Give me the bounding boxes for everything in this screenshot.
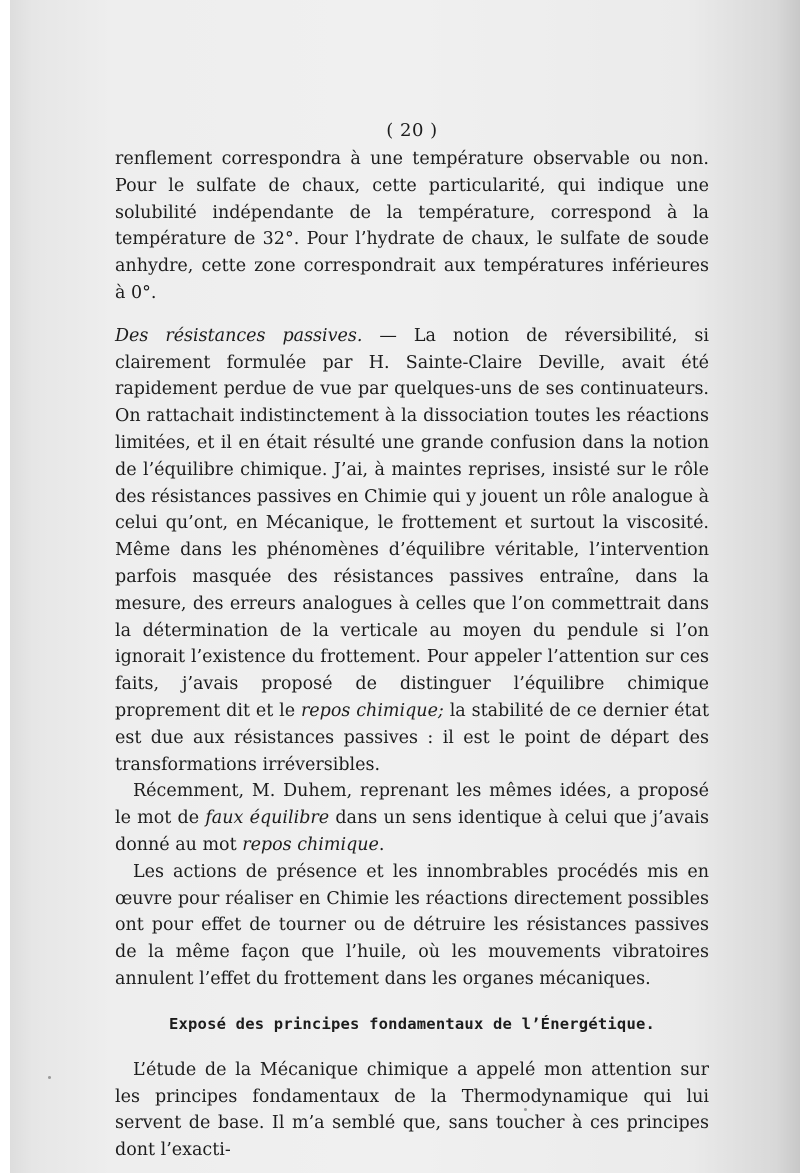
paragraph-duhem	[115, 778, 709, 858]
italic-term: faux équilibre	[205, 808, 330, 829]
paragraph-text: Les actions de présence et les innombrables procédés mis en œuvre pour réaliser en Chimie les réactions directement possibles ont pour effet de tourner ou de détruire les résistances passives de la même façon que l’huile, où les mouvements vibratoires annulent l’effet du frottement dans les organes mécaniques.	[115, 861, 709, 989]
paragraph-text: dans un sens identique à celui que j’avais donné au mot	[115, 808, 709, 855]
paragraph-continuation	[115, 146, 709, 307]
paragraph-actions-presence	[115, 859, 709, 993]
section-title-italic: Des résistances passives.	[115, 325, 363, 346]
paragraph-energetique	[115, 1057, 709, 1164]
page-number: ( 20 )	[386, 120, 438, 141]
page-edge	[0, 0, 10, 1173]
paragraph-text: .	[378, 834, 385, 855]
scan-speck	[524, 1108, 527, 1111]
page-text-block	[115, 118, 709, 1164]
italic-term: repos chimique;	[300, 700, 444, 721]
scan-speck	[48, 1076, 51, 1079]
paragraph-spacer	[115, 307, 709, 323]
paragraph-passive-resistances	[115, 323, 709, 779]
paragraph-text: la stabilité de ce dernier état est due aux résistances passives : il est le point de départ des transformations irréversibles.	[115, 700, 709, 775]
italic-term: repos chimique	[242, 834, 379, 855]
paragraph-text: renflement correspondra à une température observable ou non. Pour le sulfate de chaux, cette particularité, qui indique une solubilité indépendante de la température, correspond à la température de 32°. Pour l’hydrate de chaux, le sulfate de soude anhydre, cette zone correspondrait aux températures inférieures à 0°.	[115, 149, 709, 303]
paragraph-text: L’étude de la Mécanique chimique a appelé mon attention sur les principes fondamentaux de la Thermodynamique qui lui servent de base. Il m’a semblé que, sans toucher à ces principes dont l’exacti-	[115, 1059, 709, 1161]
paragraph-text: Récemment, M. Duhem, reprenant les mêmes idées, a proposé le mot de	[115, 781, 709, 829]
paragraph-text: — La notion de réversibilité, si clairement formulée par H. Sainte-Claire Deville, avait été rapidement perdue de vue par quelques-uns de ses continuateurs. On rattachait indistinctement à la dissociation toutes les réactions limitées, et il en était résulté une grande confusion dans la notion de l’équilibre chimique. J’ai, à maintes reprises, insisté sur le rôle des résistances passives en Chimie qui y jouent un rôle analogue à celui qu’ont, en Mécanique, le frottement et surtout la viscosité. Même dans les phénomènes d’équilibre véritable, l’intervention parfois masquée des résistances passives entraîne, dans la mesure, des erreurs analogues à celles que l’on commettrait dans la détermination de la verticale au moyen du pendule si l’on ignorait l’existence du frottement. Pour appeler l’attention sur ces faits, j’avais proposé de distinguer l’équilibre chimique proprement dit et le	[115, 325, 709, 721]
section-heading: Exposé des principes fondamentaux de l’Énergétique.	[168, 1014, 656, 1033]
